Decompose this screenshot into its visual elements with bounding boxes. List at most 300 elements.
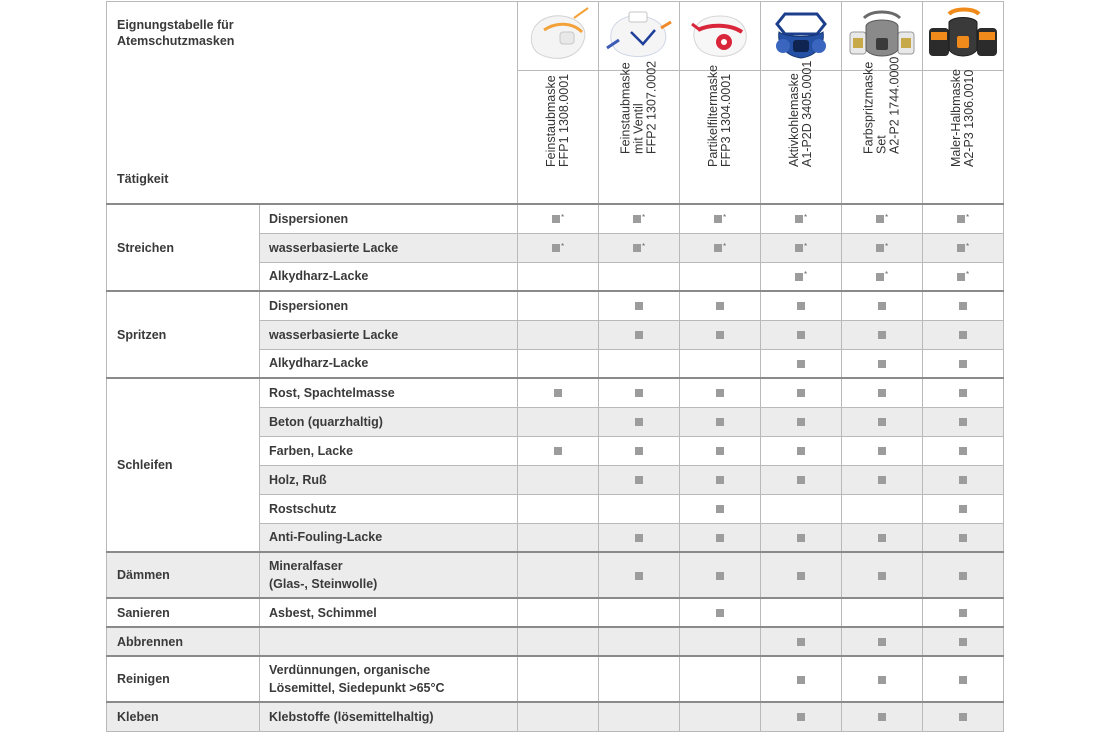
- square-icon: [797, 476, 805, 484]
- square-icon: [878, 713, 886, 721]
- square-icon: [635, 418, 643, 426]
- square-icon: [878, 676, 886, 684]
- suitable-mark: [554, 444, 562, 458]
- asterisk-note: *: [803, 241, 808, 251]
- suitability-cell: [761, 436, 842, 465]
- product-name-line: A2-P3 1306.0010: [962, 69, 976, 167]
- suitability-cell: [518, 494, 599, 523]
- square-icon: [552, 215, 560, 223]
- asterisk-note: *: [803, 212, 808, 222]
- suitable-mark: [797, 710, 805, 724]
- square-icon: [714, 215, 722, 223]
- suitable-mark: [878, 530, 886, 544]
- material-line: Dispersionen: [269, 211, 349, 226]
- suitable-mark: [959, 672, 967, 686]
- suitability-cell: [599, 262, 680, 291]
- suitability-cell: [599, 349, 680, 378]
- product-name-cell-3: [680, 64, 761, 205]
- asterisk-note: *: [641, 212, 646, 222]
- suitable-mark: [795, 241, 807, 255]
- suitable-mark: [797, 635, 805, 649]
- suitable-mark: [878, 473, 886, 487]
- square-icon: [959, 360, 967, 368]
- suitable-mark: [876, 241, 888, 255]
- suitability-cell: [518, 436, 599, 465]
- suitability-cell: [680, 465, 761, 494]
- square-icon: [714, 244, 722, 252]
- suitability-cell: [842, 349, 923, 378]
- material-cell: [260, 523, 518, 552]
- square-icon: [959, 609, 967, 617]
- square-icon: [795, 244, 803, 252]
- particle-filter-mask-ffp3-icon: [684, 4, 756, 66]
- table-title-line2: Atemschutzmasken: [117, 34, 235, 48]
- square-icon: [959, 505, 967, 513]
- suitable-mark: [797, 530, 805, 544]
- suitable-mark: [959, 606, 967, 620]
- suitability-cell: [761, 407, 842, 436]
- square-icon: [716, 476, 724, 484]
- square-icon: [716, 418, 724, 426]
- suitability-cell: [842, 378, 923, 407]
- square-icon: [554, 447, 562, 455]
- square-icon: [957, 244, 965, 252]
- suitable-mark: [797, 473, 805, 487]
- product-name-line: A1-P2D 3405.0001: [800, 60, 814, 167]
- suitability-cell: [680, 204, 761, 233]
- activity-cell: Abbrennen: [107, 627, 260, 656]
- material-cell: [260, 349, 518, 378]
- material-cell: [260, 494, 518, 523]
- suitability-cell: [761, 204, 842, 233]
- square-icon: [795, 215, 803, 223]
- square-icon: [957, 273, 965, 281]
- material-cell: [260, 291, 518, 320]
- suitability-cell: [518, 262, 599, 291]
- suitable-mark: [797, 386, 805, 400]
- suitable-mark: [878, 299, 886, 313]
- product-name-cell-5: [842, 56, 923, 205]
- suitability-cell: [761, 494, 842, 523]
- suitability-cell: [923, 702, 1004, 731]
- product-name-line: Farbspritzmaske: [861, 61, 876, 154]
- suitable-mark: [878, 672, 886, 686]
- material-cell: [260, 436, 518, 465]
- square-icon: [716, 447, 724, 455]
- suitability-cell: [599, 627, 680, 656]
- suitable-mark: [876, 269, 888, 283]
- suitable-mark: [795, 212, 807, 226]
- product-name-line: Aktivkohlemaske: [787, 73, 801, 167]
- square-icon: [716, 331, 724, 339]
- square-icon: [878, 572, 886, 580]
- square-icon: [635, 534, 643, 542]
- suitable-mark: [552, 241, 564, 255]
- suitability-cell: [518, 233, 599, 262]
- suitability-cell: [518, 204, 599, 233]
- suitable-mark: [878, 568, 886, 582]
- table-row: [107, 291, 1004, 320]
- dust-mask-ffp2-valve-icon: [603, 4, 675, 66]
- suitable-mark: [635, 568, 643, 582]
- suitability-cell: [599, 494, 680, 523]
- product-image-1: [518, 2, 599, 71]
- square-icon: [716, 572, 724, 580]
- material-line: Anti-Fouling-Lacke: [269, 530, 383, 545]
- table-title-line1: Eignungstabelle für: [117, 18, 234, 32]
- suitability-cell: [923, 598, 1004, 627]
- suitability-cell: [680, 598, 761, 627]
- material-cell: [260, 407, 518, 436]
- activity-cell: Streichen: [107, 204, 260, 291]
- square-icon: [633, 244, 641, 252]
- suitability-cell: [599, 233, 680, 262]
- suitability-cell: [680, 627, 761, 656]
- suitability-cell: [842, 523, 923, 552]
- suitability-cell: [599, 291, 680, 320]
- product-name: [620, 61, 659, 154]
- suitable-mark: [795, 269, 807, 283]
- suitability-cell: [761, 465, 842, 494]
- suitable-mark: [876, 212, 888, 226]
- square-icon: [959, 713, 967, 721]
- suitability-cell: [842, 204, 923, 233]
- material-cell: [260, 465, 518, 494]
- product-name-cell-1: [518, 71, 599, 205]
- suitability-cell: [518, 320, 599, 349]
- square-icon: [635, 476, 643, 484]
- square-icon: [797, 534, 805, 542]
- square-icon: [878, 638, 886, 646]
- suitability-cell: [518, 627, 599, 656]
- product-name-line: FFP3 1304.0001: [719, 73, 733, 167]
- suitable-mark: [878, 710, 886, 724]
- suitability-cell: [761, 320, 842, 349]
- suitable-mark: [635, 530, 643, 544]
- suitable-mark: [716, 530, 724, 544]
- suitability-cell: [599, 465, 680, 494]
- material-cell: [260, 627, 518, 656]
- square-icon: [797, 638, 805, 646]
- suitable-mark: [959, 444, 967, 458]
- suitability-cell: [923, 291, 1004, 320]
- suitable-mark: [716, 444, 724, 458]
- suitable-mark: [797, 299, 805, 313]
- suitable-mark: [635, 415, 643, 429]
- suitability-cell: [761, 233, 842, 262]
- square-icon: [795, 273, 803, 281]
- suitability-cell: [680, 436, 761, 465]
- product-name-line: FFP2 1307.0002: [644, 60, 659, 154]
- material-cell: [260, 320, 518, 349]
- suitability-cell: [680, 552, 761, 598]
- square-icon: [635, 447, 643, 455]
- suitable-mark: [635, 299, 643, 313]
- square-icon: [797, 360, 805, 368]
- square-icon: [959, 447, 967, 455]
- suitable-mark: [959, 635, 967, 649]
- suitable-mark: [635, 444, 643, 458]
- suitable-mark: [797, 328, 805, 342]
- suitability-cell: [680, 262, 761, 291]
- asterisk-note: *: [884, 241, 889, 251]
- material-line: Farben, Lacke: [269, 443, 354, 458]
- square-icon: [797, 713, 805, 721]
- square-icon: [716, 302, 724, 310]
- suitability-cell: [923, 627, 1004, 656]
- suitability-cell: [923, 656, 1004, 702]
- square-icon: [878, 534, 886, 542]
- suitability-cell: [680, 349, 761, 378]
- suitable-mark: [716, 502, 724, 516]
- suitable-mark: [878, 415, 886, 429]
- suitable-mark: [959, 299, 967, 313]
- material-line: (Glas-, Steinwolle): [269, 577, 378, 591]
- table-row: [107, 702, 1004, 731]
- square-icon: [878, 302, 886, 310]
- square-icon: [716, 534, 724, 542]
- suitability-cell: [923, 378, 1004, 407]
- square-icon: [878, 360, 886, 368]
- activity-cell: Reinigen: [107, 656, 260, 702]
- square-icon: [716, 609, 724, 617]
- suitability-cell: [923, 320, 1004, 349]
- suitability-table: [106, 1, 1004, 732]
- suitable-mark: [878, 356, 886, 370]
- painter-half-mask-icon: [927, 4, 999, 66]
- square-icon: [797, 418, 805, 426]
- suitability-cell: [923, 552, 1004, 598]
- table-title-cell: [107, 2, 518, 205]
- suitable-mark: [959, 530, 967, 544]
- square-icon: [797, 331, 805, 339]
- suitable-mark: [633, 241, 645, 255]
- square-icon: [957, 215, 965, 223]
- suitability-cell: [761, 523, 842, 552]
- suitability-cell: [842, 598, 923, 627]
- material-line: wasserbasierte Lacke: [269, 327, 399, 342]
- suitable-mark: [716, 299, 724, 313]
- suitability-cell: [599, 320, 680, 349]
- material-line: Klebstoffe (lösemittelhaltig): [269, 709, 434, 724]
- square-icon: [876, 215, 884, 223]
- suitability-cell: [923, 204, 1004, 233]
- square-icon: [797, 447, 805, 455]
- material-cell: [260, 702, 518, 731]
- square-icon: [959, 676, 967, 684]
- suitability-cell: [680, 291, 761, 320]
- material-cell: [260, 598, 518, 627]
- square-icon: [552, 244, 560, 252]
- material-line: Alkydharz-Lacke: [269, 269, 369, 284]
- suitability-cell: [518, 407, 599, 436]
- square-icon: [878, 447, 886, 455]
- suitable-mark: [716, 568, 724, 582]
- suitability-cell: [761, 349, 842, 378]
- square-icon: [716, 389, 724, 397]
- asterisk-note: *: [884, 270, 889, 280]
- activity-cell: Sanieren: [107, 598, 260, 627]
- suitability-cell: [923, 233, 1004, 262]
- square-icon: [959, 476, 967, 484]
- table-row: [107, 204, 1004, 233]
- suitability-cell: [599, 552, 680, 598]
- material-cell: [260, 552, 518, 598]
- product-name-line: FFP1 1308.0001: [557, 73, 571, 167]
- suitable-mark: [959, 473, 967, 487]
- suitability-cell: [761, 552, 842, 598]
- suitability-cell: [599, 598, 680, 627]
- suitability-cell: [761, 627, 842, 656]
- suitability-cell: [599, 204, 680, 233]
- material-line: Asbest, Schimmel: [269, 605, 377, 620]
- suitability-cell: [599, 378, 680, 407]
- product-name-line: Feinstaubmaske: [618, 62, 633, 154]
- product-name: [545, 74, 571, 167]
- product-name-line: mit Ventil: [631, 103, 646, 154]
- suitable-mark: [716, 473, 724, 487]
- suitable-mark: [714, 212, 726, 226]
- suitable-mark: [635, 328, 643, 342]
- suitable-mark: [635, 386, 643, 400]
- table-row: [107, 656, 1004, 702]
- asterisk-note: *: [722, 241, 727, 251]
- suitable-mark: [797, 415, 805, 429]
- material-line: Lösemittel, Siedepunkt >65°C: [269, 681, 445, 695]
- square-icon: [878, 418, 886, 426]
- square-icon: [959, 638, 967, 646]
- suitability-cell: [680, 523, 761, 552]
- suitability-cell: [518, 598, 599, 627]
- product-name-cell-4: [761, 60, 842, 205]
- asterisk-note: *: [560, 241, 565, 251]
- material-cell: [260, 656, 518, 702]
- suitability-cell: [518, 656, 599, 702]
- asterisk-note: *: [965, 212, 970, 222]
- material-line: Beton (quarzhaltig): [269, 414, 383, 429]
- material-cell: [260, 378, 518, 407]
- product-name-line: Set: [874, 135, 889, 154]
- asterisk-note: *: [560, 212, 565, 222]
- suitability-cell: [923, 262, 1004, 291]
- suitability-cell: [923, 407, 1004, 436]
- activated-carbon-mask-icon: [765, 4, 837, 66]
- suitable-mark: [959, 328, 967, 342]
- suitable-mark: [878, 635, 886, 649]
- activity-cell: Schleifen: [107, 378, 260, 552]
- product-name: [707, 65, 733, 167]
- suitability-cell: [842, 262, 923, 291]
- asterisk-note: *: [803, 270, 808, 280]
- suitability-cell: [680, 407, 761, 436]
- suitability-cell: [761, 598, 842, 627]
- activity-cell: Kleben: [107, 702, 260, 731]
- material-line: Rost, Spachtelmasse: [269, 385, 395, 400]
- dust-mask-ffp1-icon: [522, 4, 594, 66]
- material-cell: [260, 262, 518, 291]
- suitable-mark: [716, 328, 724, 342]
- product-name-line: A2-P2 1744.0000: [887, 56, 902, 154]
- suitability-cell: [923, 523, 1004, 552]
- suitability-cell: [842, 552, 923, 598]
- suitability-cell: [842, 320, 923, 349]
- square-icon: [959, 302, 967, 310]
- asterisk-note: *: [884, 212, 889, 222]
- product-image-6: [923, 2, 1004, 71]
- suitability-cell: [923, 436, 1004, 465]
- square-icon: [878, 331, 886, 339]
- suitability-cell: [599, 702, 680, 731]
- table-row: [107, 378, 1004, 407]
- table-row: [107, 627, 1004, 656]
- square-icon: [716, 505, 724, 513]
- square-icon: [959, 389, 967, 397]
- suitable-mark: [959, 502, 967, 516]
- material-line: Rostschutz: [269, 501, 337, 516]
- square-icon: [797, 389, 805, 397]
- square-icon: [878, 389, 886, 397]
- asterisk-note: *: [722, 212, 727, 222]
- suitability-cell: [923, 465, 1004, 494]
- suitable-mark: [959, 356, 967, 370]
- suitable-mark: [959, 568, 967, 582]
- suitable-mark: [959, 710, 967, 724]
- square-icon: [878, 476, 886, 484]
- suitability-cell: [518, 552, 599, 598]
- suitability-cell: [518, 349, 599, 378]
- suitability-cell: [680, 702, 761, 731]
- suitability-cell: [680, 656, 761, 702]
- suitability-cell: [923, 494, 1004, 523]
- suitable-mark: [554, 386, 562, 400]
- material-line: Verdünnungen, organische: [269, 663, 431, 677]
- suitability-cell: [842, 407, 923, 436]
- suitability-cell: [842, 627, 923, 656]
- material-line: Holz, Ruß: [269, 472, 327, 487]
- suitability-cell: [599, 436, 680, 465]
- suitable-mark: [552, 212, 564, 226]
- suitability-cell: [599, 656, 680, 702]
- suitability-cell: [842, 656, 923, 702]
- square-icon: [876, 244, 884, 252]
- suitable-mark: [878, 328, 886, 342]
- product-name: [788, 61, 814, 167]
- material-cell: [260, 233, 518, 262]
- suitable-mark: [635, 473, 643, 487]
- activity-column-label: Tätigkeit: [117, 172, 169, 186]
- suitability-cell: [518, 291, 599, 320]
- suitability-cell: [842, 465, 923, 494]
- suitable-mark: [633, 212, 645, 226]
- suitability-cell: [761, 291, 842, 320]
- suitable-mark: [878, 386, 886, 400]
- square-icon: [959, 572, 967, 580]
- square-icon: [959, 418, 967, 426]
- product-name-line: Maler-Halbmaske: [949, 69, 963, 167]
- suitability-cell: [761, 378, 842, 407]
- suitable-mark: [716, 415, 724, 429]
- material-line: wasserbasierte Lacke: [269, 240, 399, 255]
- suitability-cell: [842, 702, 923, 731]
- suitable-mark: [878, 444, 886, 458]
- suitability-cell: [680, 233, 761, 262]
- suitability-cell: [599, 407, 680, 436]
- suitability-cell: [761, 702, 842, 731]
- suitable-mark: [797, 672, 805, 686]
- product-image-3: [680, 2, 761, 71]
- material-line: Mineralfaser: [269, 559, 343, 573]
- square-icon: [797, 572, 805, 580]
